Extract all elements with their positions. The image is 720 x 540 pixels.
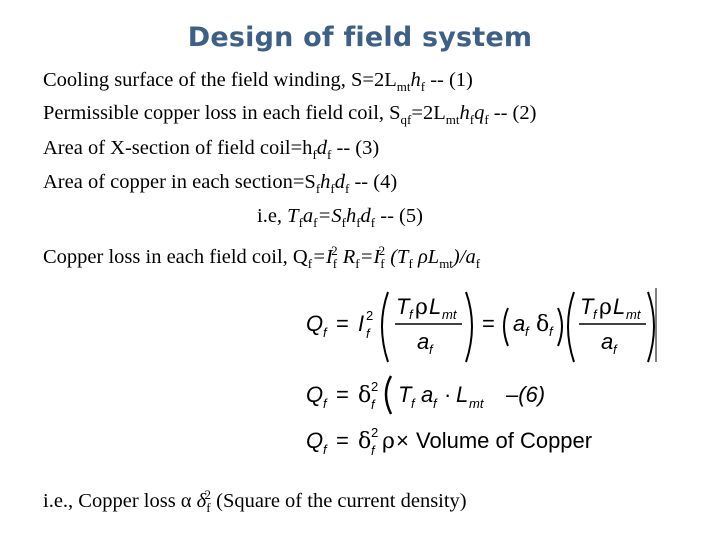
svg-text:·: ·: [444, 382, 452, 407]
svg-text:2: 2: [371, 425, 379, 440]
svg-text:a: a: [601, 329, 614, 354]
copper-area-line: Area of copper in each $section=S_fh_fd_f -- (4)$: [43, 171, 398, 197]
svg-text:f: f: [409, 307, 413, 322]
svg-text:L: L: [613, 294, 626, 319]
svg-text:δ: δ: [536, 312, 550, 337]
svg-text:f: f: [613, 342, 617, 357]
ie-equation-line: i.e, $T_fa_f=S_fh_fd_f -- (5)$: [257, 205, 423, 231]
svg-text:f: f: [366, 326, 370, 341]
svg-text:ρ: ρ: [599, 295, 612, 320]
svg-text:=: =: [336, 382, 349, 407]
svg-text:ρ: ρ: [382, 429, 395, 454]
equation-1: [306, 292, 654, 362]
svg-text:f: f: [433, 396, 437, 411]
svg-text:f: f: [323, 396, 327, 411]
svg-text:2: 2: [371, 379, 379, 394]
svg-text:ρ: ρ: [415, 295, 428, 320]
copper-loss-line: Copper loss in each field coil, $Q_f=I_f^2$ $R_f=I_f^2$ ($T_f$ $\rho L_{mt})/a_f$: [43, 243, 481, 271]
svg-text:=: =: [336, 428, 349, 453]
svg-text:f: f: [429, 342, 433, 357]
svg-text:×: ×: [396, 428, 409, 453]
svg-text:f: f: [323, 325, 327, 340]
proportional-line: i.e., Copper loss α $\delta_f^2$ (Square of the current density): [43, 487, 467, 515]
svg-text:f: f: [323, 442, 327, 457]
svg-text:Volume of Copper: Volume of Copper: [416, 428, 593, 453]
svg-text:f: f: [593, 307, 597, 322]
area-section-line: Area of X-section of field $coil=h_fd_f -- (3)$: [43, 137, 380, 163]
svg-text:f: f: [411, 396, 415, 411]
svg-text:T: T: [580, 294, 594, 319]
svg-text:T: T: [398, 382, 412, 407]
equation-volume: [306, 425, 592, 458]
svg-text:L: L: [456, 382, 469, 407]
svg-text:mt: mt: [626, 307, 641, 322]
page-title: Design of field system: [187, 22, 533, 53]
svg-text:–(6): –(6): [506, 382, 546, 407]
svg-text:=: =: [336, 311, 349, 336]
svg-text:f: f: [371, 397, 375, 412]
svg-text:a: a: [417, 329, 430, 354]
svg-text:Q: Q: [306, 311, 324, 336]
svg-text:2: 2: [366, 308, 374, 323]
svg-text:a: a: [421, 382, 434, 407]
svg-text:L: L: [429, 294, 442, 319]
svg-text:δ: δ: [358, 383, 372, 408]
svg-text:Q: Q: [306, 428, 324, 453]
svg-text:Q: Q: [306, 382, 324, 407]
svg-text:I: I: [358, 311, 365, 336]
equation-image: [296, 280, 662, 464]
svg-text:f: f: [549, 324, 553, 339]
svg-text:T: T: [396, 294, 410, 319]
svg-text:f: f: [371, 443, 375, 458]
equation-6: [306, 376, 545, 414]
svg-text:a: a: [513, 311, 526, 336]
svg-text:=: =: [482, 311, 495, 336]
cooling-surface-line: Cooling surface of the field winding, $S=2L_{mt}h_f -- (1)$: [43, 69, 473, 95]
svg-text:mt: mt: [469, 396, 484, 411]
permissible-loss-line: Permissible copper loss in each field coil, $S_{qf}=2L_{mt}h_fq_f -- (2)$: [43, 102, 537, 128]
svg-text:δ: δ: [358, 429, 372, 454]
svg-text:f: f: [525, 324, 529, 339]
svg-text:mt: mt: [442, 307, 457, 322]
